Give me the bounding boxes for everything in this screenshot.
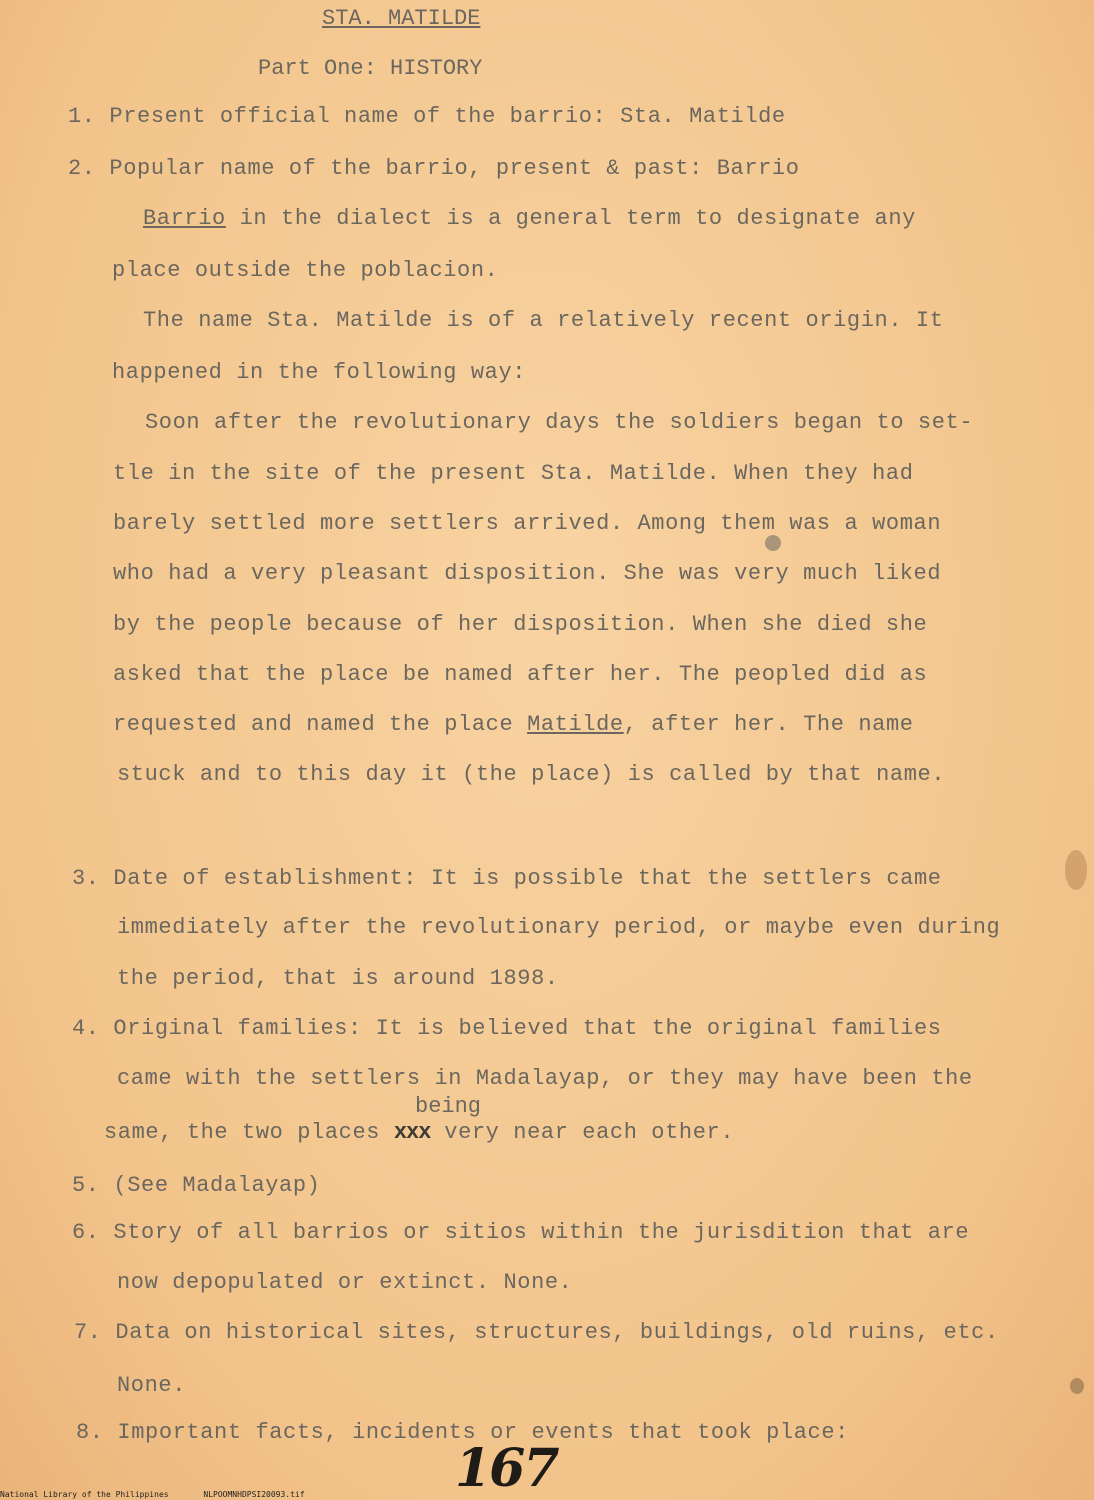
item-text: Data on historical sites, structures, buildings, old ruins, etc. bbox=[115, 1320, 999, 1345]
line-text: same, the two places bbox=[104, 1120, 394, 1145]
item-text: Date of establishment: It is possible that the settlers came bbox=[113, 866, 942, 891]
paragraph-line: tle in the site of the present Sta. Matilde. When they had bbox=[113, 461, 914, 486]
paragraph-line: Soon after the revolutionary days the soldiers began to set- bbox=[145, 410, 974, 435]
ink-blot bbox=[765, 535, 781, 551]
line-text: very near each other. bbox=[430, 1120, 735, 1145]
footer-source: National Library of the Philippines bbox=[0, 1490, 169, 1499]
stain-mark bbox=[1070, 1378, 1084, 1394]
item-number: 6. bbox=[72, 1220, 100, 1245]
item-text: Story of all barrios or sitios within the jurisdition that are bbox=[113, 1220, 970, 1245]
footer-file: NLPOOMNHDPSI20093.tif bbox=[203, 1490, 305, 1499]
item-text: (See Madalayap) bbox=[113, 1173, 321, 1198]
item-1 bbox=[68, 104, 786, 129]
line-text: requested and named the place bbox=[113, 712, 528, 737]
paragraph-line: barely settled more settlers arrived. Among them was a woman bbox=[113, 511, 942, 536]
underlined-word: Barrio bbox=[143, 206, 226, 231]
item-4 bbox=[72, 1016, 942, 1041]
item-5 bbox=[72, 1173, 320, 1198]
item-text: Popular name of the barrio, present & past: Barrio bbox=[109, 156, 800, 181]
paragraph-line: now depopulated or extinct. None. bbox=[117, 1270, 573, 1295]
strikeout-mark: xxx bbox=[393, 1120, 431, 1145]
line-text: in the dialect is a general term to designate any bbox=[225, 206, 916, 231]
paragraph-line: The name Sta. Matilde is of a relatively recent origin. It bbox=[143, 308, 944, 333]
item-text: Original families: It is believed that the original families bbox=[113, 1016, 942, 1041]
item-number: 8. bbox=[76, 1420, 104, 1445]
item-7 bbox=[74, 1320, 999, 1345]
paragraph-line: None. bbox=[117, 1373, 187, 1398]
paragraph-line: the period, that is around 1898. bbox=[117, 966, 559, 991]
line-text: , after her. The name bbox=[623, 712, 914, 737]
paragraph-line bbox=[104, 1120, 734, 1145]
underlined-name: Matilde bbox=[527, 712, 624, 737]
item-number: 5. bbox=[72, 1173, 100, 1198]
item-number: 1. bbox=[68, 104, 96, 129]
item-3 bbox=[72, 866, 942, 891]
item-6 bbox=[72, 1220, 969, 1245]
paragraph-line: who had a very pleasant disposition. She was very much liked bbox=[113, 561, 942, 586]
paragraph-line: came with the settlers in Madalayap, or they may have been the bbox=[117, 1066, 973, 1091]
handwritten-page-number: 167 bbox=[455, 1438, 558, 1499]
paragraph-line: by the people because of her disposition. When she died she bbox=[113, 612, 928, 637]
item-number: 4. bbox=[72, 1016, 100, 1041]
paragraph-line: asked that the place be named after her. The peopled did as bbox=[113, 662, 928, 687]
paragraph-line: immediately after the revolutionary period, or maybe even during bbox=[117, 915, 1001, 940]
document-title: STA. MATILDE bbox=[322, 6, 481, 31]
paragraph-line: stuck and to this day it (the place) is called by that name. bbox=[117, 762, 946, 787]
document-subtitle: Part One: HISTORY bbox=[258, 56, 483, 81]
item-number: 3. bbox=[72, 866, 100, 891]
paragraph-line bbox=[143, 206, 916, 231]
paragraph-line bbox=[113, 712, 914, 737]
scan-footer bbox=[0, 1490, 335, 1499]
stain-mark bbox=[1065, 850, 1087, 890]
item-number: 2. bbox=[68, 156, 96, 181]
item-number: 7. bbox=[74, 1320, 102, 1345]
item-2 bbox=[68, 156, 800, 181]
item-text: Important facts, incidents or events that took place: bbox=[117, 1420, 849, 1445]
paragraph-line: happened in the following way: bbox=[112, 360, 527, 385]
inserted-word: being bbox=[415, 1094, 482, 1119]
paragraph-line: place outside the poblacion. bbox=[112, 258, 499, 283]
item-text: Present official name of the barrio: Sta. Matilde bbox=[109, 104, 786, 129]
